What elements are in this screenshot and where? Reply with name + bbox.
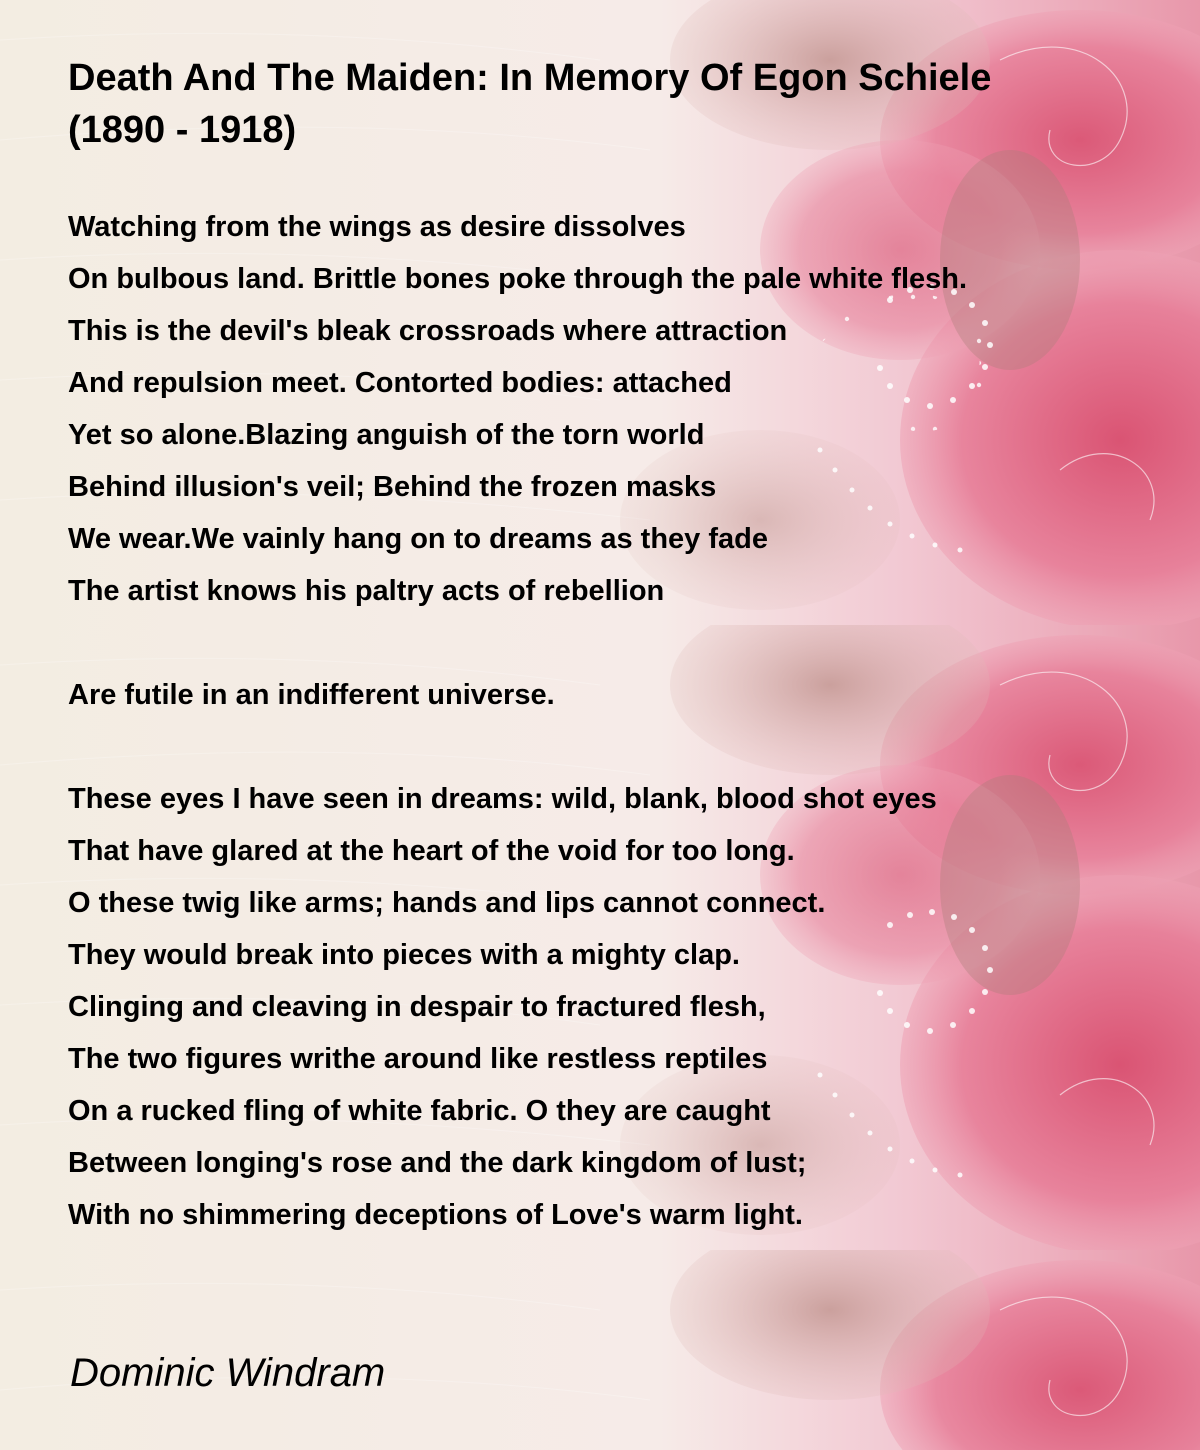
poem-line: Clinging and cleaving in despair to fractured flesh,	[68, 991, 766, 1023]
poem-line: This is the devil's bleak crossroads where attraction	[68, 315, 788, 347]
poem-line: The two figures writhe around like restless reptiles	[68, 1043, 768, 1075]
poem-line: On a rucked fling of white fabric. O they are caught	[68, 1095, 771, 1127]
poem-line: With no shimmering deceptions of Love's warm light.	[68, 1199, 803, 1231]
stanza-2	[68, 669, 1168, 721]
poem-body	[68, 201, 1168, 1293]
poem-line: Yet so alone.Blazing anguish of the torn world	[68, 419, 705, 451]
poem-line: These eyes I have seen in dreams: wild, blank, blood shot eyes	[68, 783, 937, 815]
poem-line: Are futile in an indifferent universe.	[68, 679, 555, 711]
poem-line: Watching from the wings as desire dissolves	[68, 211, 686, 243]
poem-line: They would break into pieces with a mighty clap.	[68, 939, 740, 971]
poem-title: Death And The Maiden: In Memory Of Egon Schiele (1890 - 1918)	[68, 57, 992, 151]
poem-line: And repulsion meet. Contorted bodies: attached	[68, 367, 732, 399]
stanza-1	[68, 201, 1168, 617]
stanza-3	[68, 773, 1168, 1241]
poem-line: Between longing's rose and the dark kingdom of lust;	[68, 1147, 807, 1179]
poem-line: The artist knows his paltry acts of rebellion	[68, 575, 665, 607]
poem-line: O these twig like arms; hands and lips cannot connect.	[68, 887, 826, 919]
poem-line: That have glared at the heart of the void for too long.	[68, 835, 795, 867]
poem-line: Behind illusion's veil; Behind the frozen masks	[68, 471, 717, 503]
poem-author: Dominic Windram	[70, 1351, 386, 1395]
poem-line: On bulbous land. Brittle bones poke through the pale white flesh.	[68, 263, 968, 295]
poem-line: We wear.We vainly hang on to dreams as they fade	[68, 523, 768, 555]
